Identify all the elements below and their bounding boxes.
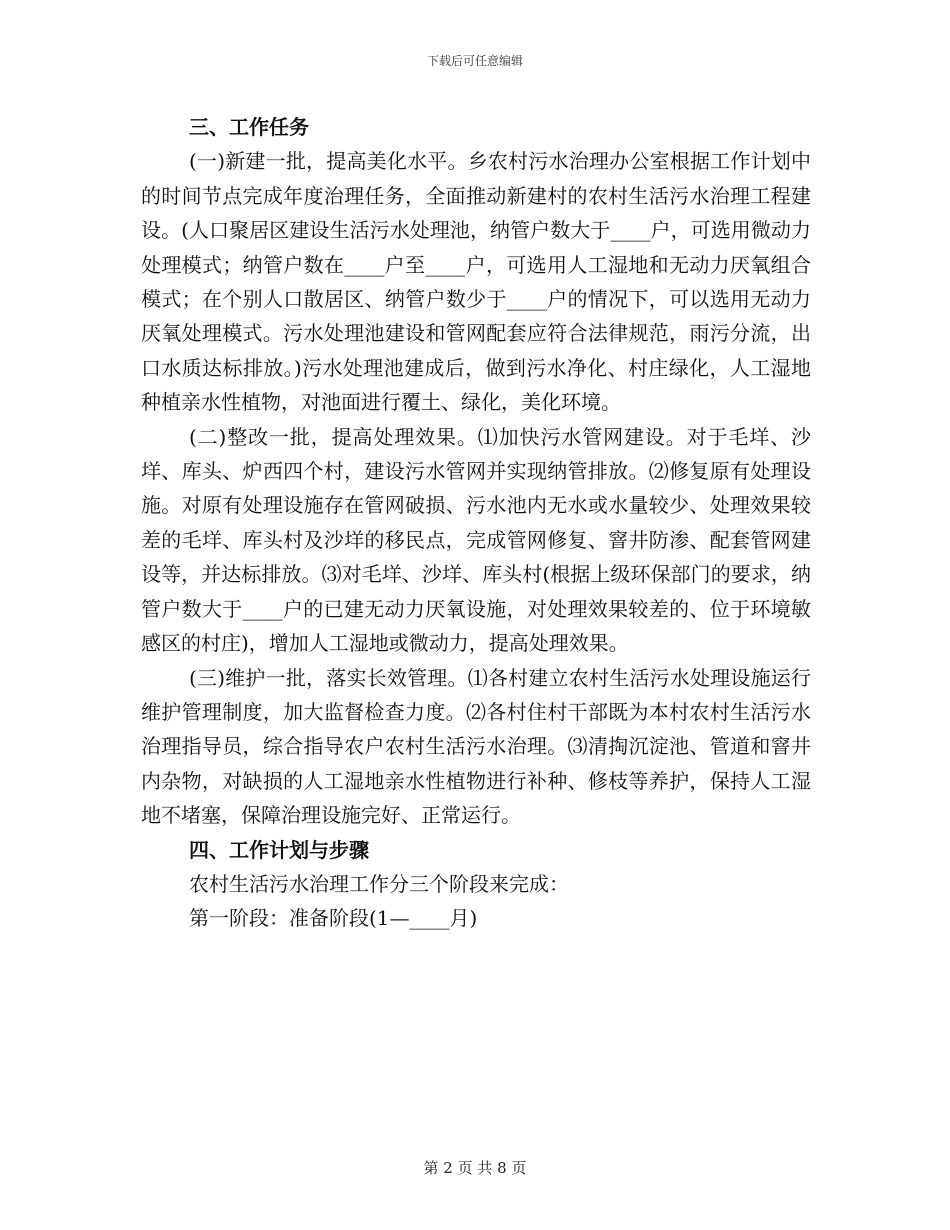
document-body <box>141 110 811 936</box>
paragraph-rectification: (二)整改一批，提高处理效果。⑴加快污水管网建设。对于毛垟、沙垟、库头、炉西四个村，建设污水管网并实现纳管排放。⑵修复原有处理设施。对原有处理设施存在管网破损、污水池内无水或水量较少、处理效果较差的毛垟、库头村及沙垟的移民点，完成管网修复、窨井防渗、配套管网建设等，并达标排放。⑶对毛垟、沙垟、库头村(根据上级环保部门的要求，纳管户数大于____户的已建无动力厌氧设施，对处理效果较差的、位于环境敏感区的村庄)，增加人工湿地或微动力，提高处理效果。 <box>141 424 811 656</box>
paragraph-new-construction: (一)新建一批，提高美化水平。乡农村污水治理办公室根据工作计划中的时间节点完成年度治理任务，全面推动新建村的农村生活污水治理工程建设。(人口聚居区建设生活污水处理池，纳管户数大于____户，可选用微动力处理模式；纳管户数在____户至____户，可选用人工湿地和无动力厌氧组合模式；在个别人口散居区、纳管户数少于____户的情况下，可以选用无动力厌氧处理模式。污水处理池建设和管网配套应符合法律规范，雨污分流，出口水质达标排放。)污水处理池建成后，做到污水净化、村庄绿化，人工湿地种植亲水性植物，对池面进行覆土、绿化，美化环境。 <box>141 149 811 415</box>
stage-one-line: 第一阶段：准备阶段(1—____月) <box>189 906 478 931</box>
page-number-footer: 第 2 页 共 8 页 <box>423 1159 527 1177</box>
stages-intro-line: 农村生活污水治理工作分三个阶段来完成： <box>189 871 569 896</box>
section-heading-3: 三、工作任务 <box>189 115 309 139</box>
section-heading-4: 四、工作计划与步骤 <box>189 837 369 862</box>
page-header-note: 下载后可任意编辑 <box>426 54 523 68</box>
paragraph-maintenance: (三)维护一批，落实长效管理。⑴各村建立农村生活污水处理设施运行维护管理制度，加大监督检查力度。⑵各村住村干部既为本村农村生活污水治理指导员，综合指导农户农村生活污水治理。⑶清掏沉淀池、管道和窨井内杂物，对缺损的人工湿地亲水性植物进行补种、修枝等养护，保持人工湿地不堵塞，保障治理设施完好、正常运行。 <box>141 665 811 828</box>
